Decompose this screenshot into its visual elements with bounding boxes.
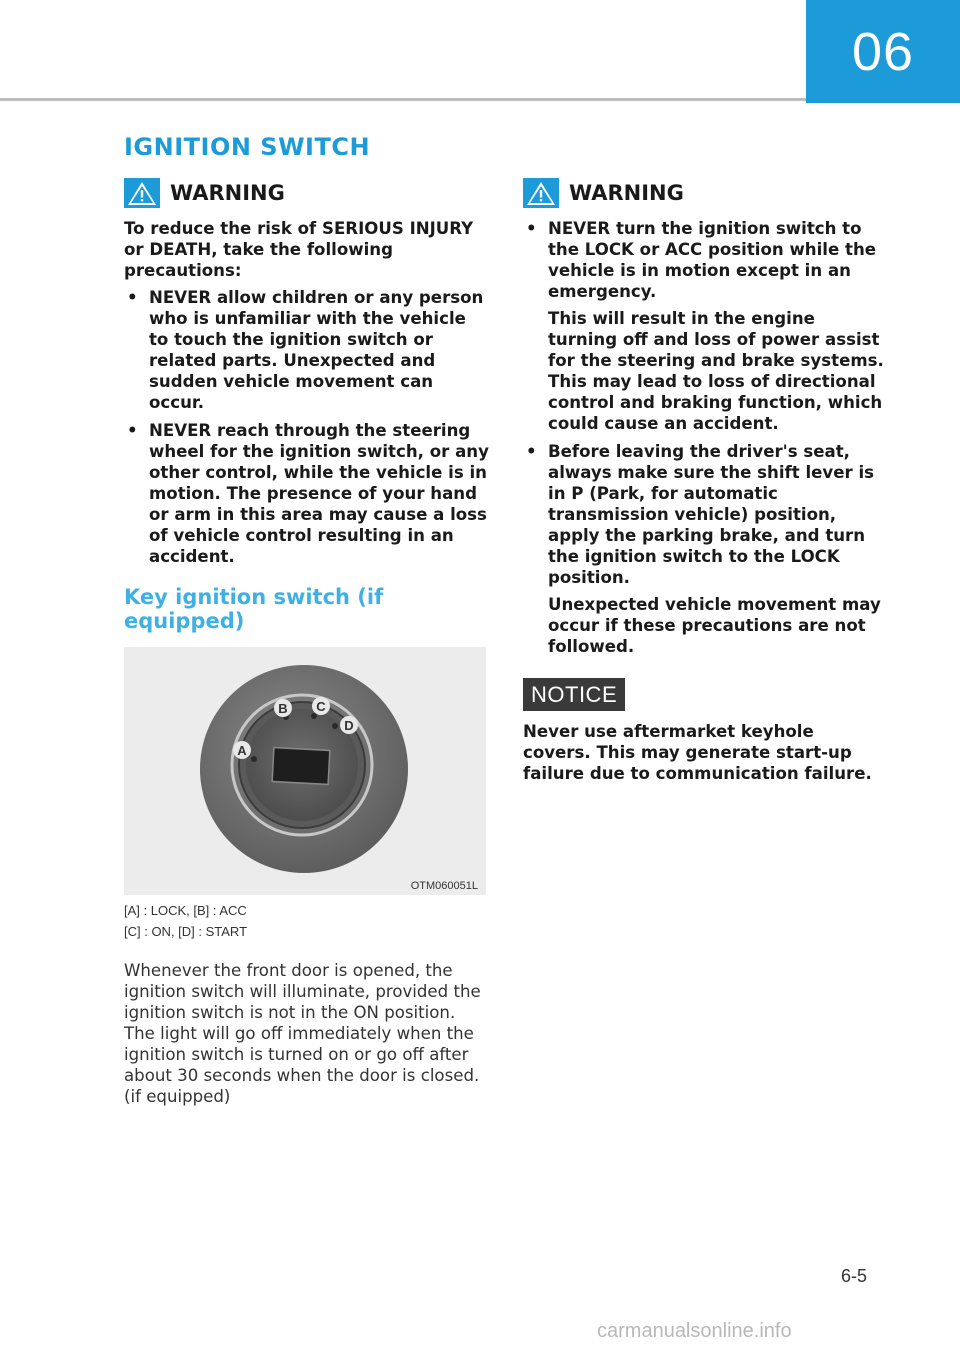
page-number: 6-5 — [841, 1266, 868, 1286]
ignition-switch-figure — [124, 647, 486, 895]
figure-code: OTM060051L — [410, 880, 478, 892]
chapter-tab: 06 — [806, 0, 960, 103]
warning-list — [124, 287, 490, 567]
warning-item: • NEVER allow children or any person who is unfamiliar with the vehicle to touch the ignition switch or related parts. Unexpected and sudden vehicle movement can occur. — [124, 287, 490, 413]
svg-text:C: C — [316, 699, 326, 714]
warning-heading — [523, 178, 885, 208]
warning-label: WARNING — [569, 181, 684, 205]
warning-item-extra: This will result in the engine turning off and loss of power assist for the steering and brake systems. This may lead to loss of directional control and braking function, which could cause an accident. — [548, 309, 884, 433]
notice-text: Never use aftermarket keyhole covers. This may generate start-up failure due to communication failure. — [523, 722, 872, 783]
right-column — [523, 178, 885, 784]
warning-item: • NEVER reach through the steering wheel for the ignition switch, or any other control, while the vehicle is in motion. The presence of your hand or arm in this area may cause a loss of vehicle control resulting in an accident. — [124, 420, 490, 567]
warning-label: WARNING — [170, 181, 285, 205]
body-paragraph: Whenever the front door is opened, the ignition switch will illuminate, provided the ignition switch is not in the ON position. The light will go off immediately when the ignition switch is turned on or go off after about 30 seconds when the door is closed. (if equipped) — [124, 961, 481, 1106]
notice-label: NOTICE — [523, 678, 625, 711]
warning-list — [523, 218, 885, 657]
subsection-heading: Key ignition switch (if equipped) — [124, 585, 384, 633]
caption-line: [A] : LOCK, [B] : ACC — [124, 903, 247, 918]
warning-triangle-icon — [124, 178, 160, 208]
position-label-b — [274, 699, 292, 717]
warning-item — [523, 441, 885, 657]
watermark: carmanualsonline.info — [597, 1320, 792, 1342]
svg-text:B: B — [278, 701, 288, 716]
warning-heading — [124, 178, 490, 208]
warning-item-extra: Unexpected vehicle movement may occur if these precautions are not followed. — [548, 595, 881, 656]
header-rule — [0, 98, 806, 101]
left-column — [124, 178, 490, 1107]
svg-text:A: A — [237, 743, 247, 758]
position-label-c — [312, 697, 330, 715]
warning-triangle-icon — [523, 178, 559, 208]
position-label-a — [233, 741, 251, 759]
svg-text:D: D — [344, 718, 354, 733]
figure-caption — [124, 900, 490, 942]
position-label-d — [340, 716, 358, 734]
section-title: IGNITION SWITCH — [124, 133, 371, 161]
caption-line: [C] : ON, [D] : START — [124, 924, 248, 939]
warning-item-main: • Before leaving the driver's seat, always make sure the shift lever is in P (Park, for automatic transmission vehicle) position, apply the parking brake, and turn the ignition switch to the LOCK position. — [548, 442, 875, 587]
warning-item — [523, 218, 885, 434]
warning-item-main: • NEVER turn the ignition switch to the LOCK or ACC position while the vehicle is in motion except in an emergency. — [548, 219, 877, 301]
warning-intro: To reduce the risk of SERIOUS INJURY or DEATH, take the following precautions: — [124, 219, 474, 280]
